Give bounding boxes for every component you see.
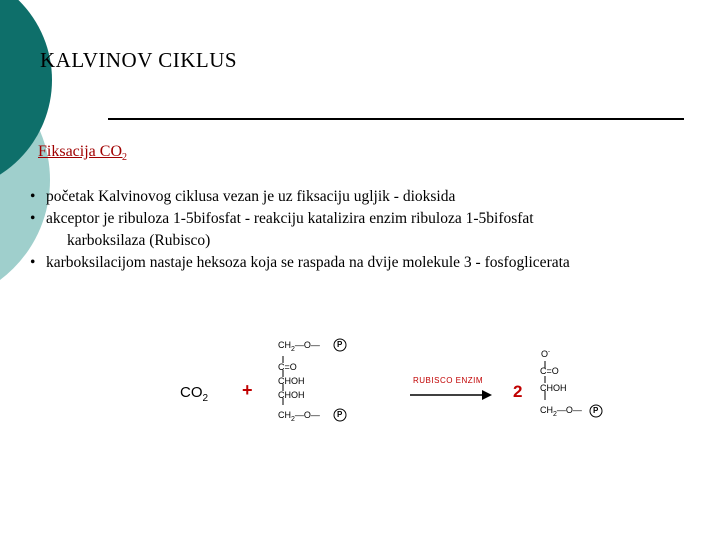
ribulose-line-sub: 2 bbox=[291, 345, 295, 353]
reaction-arrow-icon bbox=[410, 389, 492, 401]
ribulose-line-tail: —O— bbox=[294, 410, 320, 420]
ribulose-line: C=O bbox=[278, 362, 297, 372]
ribulose-line-tail: —O— bbox=[294, 340, 320, 350]
section-heading bbox=[38, 143, 127, 163]
pga-line: C=O bbox=[540, 366, 559, 376]
bullet-continuation: karboksilaza (Rubisco) bbox=[67, 232, 211, 249]
bullet-marker: • bbox=[30, 188, 36, 205]
phosphate-label: P bbox=[337, 410, 343, 419]
bullet-item bbox=[30, 252, 700, 274]
pga-line bbox=[540, 405, 582, 418]
ribulose-line bbox=[278, 410, 320, 423]
bullet-text: karboksilacijom nastaje heksoza koja se raspada na dvije molekule 3 - fosfoglicerata bbox=[46, 254, 570, 271]
bullet-list bbox=[30, 186, 700, 274]
bullet-item bbox=[30, 208, 700, 252]
bullet-text: akceptor je ribuloza 1-5bifosfat - reakciju katalizira enzim ribuloza 1-5bifosfat bbox=[46, 210, 534, 227]
bullet-marker: • bbox=[30, 254, 36, 271]
ribulose-line-sub: 2 bbox=[291, 415, 295, 423]
section-heading-text: Fiksacija CO bbox=[38, 143, 122, 160]
pga-charge-atom: O bbox=[541, 349, 549, 359]
pga-structure bbox=[540, 348, 612, 428]
pga-line-text: CH bbox=[540, 405, 553, 415]
co2-subscript: 2 bbox=[202, 393, 209, 404]
phosphate-label: P bbox=[593, 406, 599, 415]
slide-title: KALVINOV CIKLUS bbox=[40, 48, 238, 72]
ribulose-line bbox=[278, 340, 320, 353]
phosphate-label: P bbox=[337, 340, 343, 349]
pga-charge-sign: - bbox=[548, 349, 551, 355]
section-heading-subscript: 2 bbox=[122, 152, 127, 164]
ribulose-line: CHOH bbox=[278, 390, 305, 400]
pga-line-sub: 2 bbox=[553, 410, 557, 418]
bullet-marker: • bbox=[30, 210, 36, 227]
enzyme-label: RUBISCO ENZIM bbox=[413, 376, 484, 385]
co2-text: CO bbox=[180, 384, 203, 401]
pga-charge bbox=[541, 349, 550, 359]
ribulose-line-text: CH bbox=[278, 340, 291, 350]
bullet-text: početak Kalvinovog ciklusa vezan je uz fiksaciju ugljik - dioksida bbox=[46, 188, 456, 205]
pga-line: CHOH bbox=[540, 383, 567, 393]
co2-reactant bbox=[180, 384, 208, 404]
ribulose-line: CHOH bbox=[278, 376, 305, 386]
product-coefficient: 2 bbox=[513, 382, 523, 401]
ribulose-structure bbox=[278, 338, 350, 428]
ribulose-line-text: CH bbox=[278, 410, 291, 420]
plus-sign: + bbox=[242, 380, 253, 400]
pga-line-tail: —O— bbox=[556, 405, 582, 415]
title-divider bbox=[108, 118, 684, 120]
bullet-item bbox=[30, 186, 700, 208]
